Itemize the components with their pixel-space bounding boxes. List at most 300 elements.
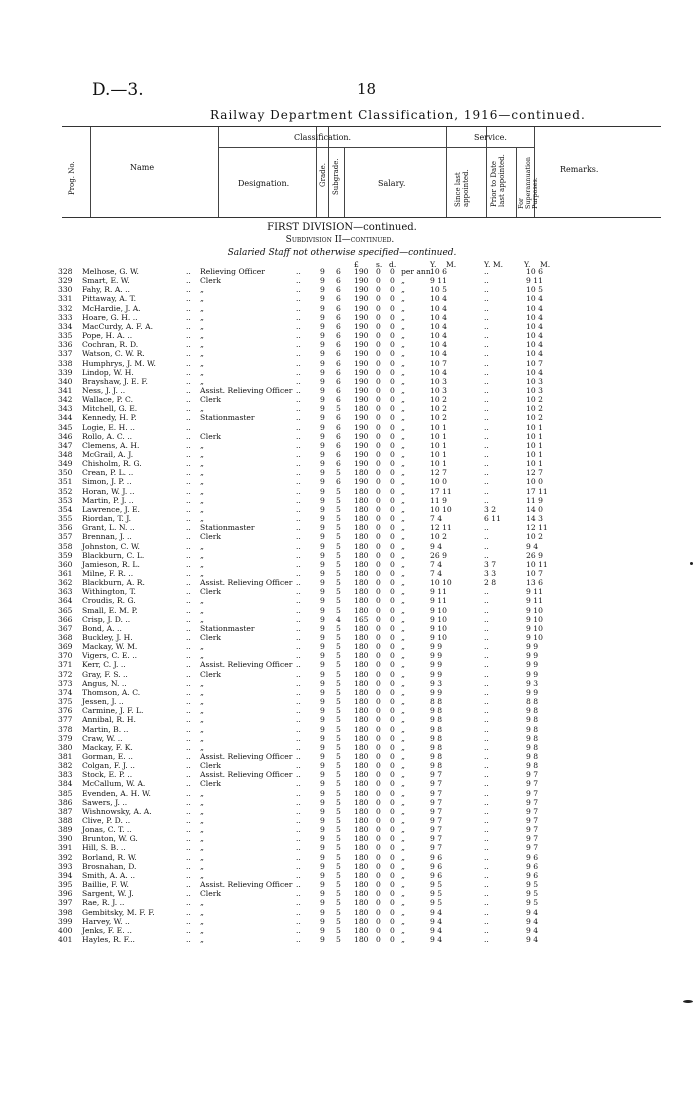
designation: Stationmaster xyxy=(200,413,255,423)
prior-service: .. xyxy=(484,340,489,350)
prog-no: 375 xyxy=(58,697,73,707)
leader-dots: .. xyxy=(186,925,191,935)
grade: 9 xyxy=(320,898,325,908)
salary-per: „ xyxy=(401,816,405,825)
salary-shillings: 0 xyxy=(376,486,381,496)
designation: „ xyxy=(200,495,204,505)
salary-shillings: 0 xyxy=(376,358,381,368)
salary-pence: 0 xyxy=(390,907,395,917)
salary-per: „ xyxy=(401,907,405,917)
leader-dots: .. xyxy=(186,706,191,716)
prior-service: .. xyxy=(484,321,489,331)
prog-no: 337 xyxy=(58,349,73,359)
leader-dots: .. xyxy=(186,806,191,816)
staff-name: Mitchell, G. E. xyxy=(82,404,138,414)
salary-pounds: 180 xyxy=(354,751,369,761)
unit-pound: £ xyxy=(354,260,359,269)
salary-shillings: 0 xyxy=(376,440,381,450)
prior-service: .. xyxy=(484,843,489,853)
salary-shillings: 0 xyxy=(376,715,381,725)
super-service: 9 10 xyxy=(526,614,543,624)
salary-per: „ xyxy=(401,660,405,670)
since-last: 7 4 xyxy=(430,514,443,524)
leader-dots: .. xyxy=(186,687,191,697)
designation: Clerk xyxy=(200,587,221,597)
grade: 9 xyxy=(320,431,325,441)
salary-per: „ xyxy=(401,431,405,441)
salary-per: „ xyxy=(401,779,405,789)
salary-pounds: 190 xyxy=(354,303,369,313)
subgrade: 6 xyxy=(336,294,341,304)
grade: 9 xyxy=(320,633,325,642)
since-last: 10 1 xyxy=(430,431,447,441)
leader-dots: .. xyxy=(186,733,191,743)
salary-pence: 0 xyxy=(390,724,395,734)
prog-no: 377 xyxy=(58,715,73,725)
staff-name: Stock, E. P. .. xyxy=(82,770,133,780)
leader-dots: .. xyxy=(296,724,301,734)
staff-name: Blackburn, A. R. xyxy=(82,578,145,588)
since-last: 10 10 xyxy=(430,578,452,588)
leader-dots: .. xyxy=(296,852,301,862)
since-last: 9 7 xyxy=(430,788,443,798)
staff-name: Martin, P. J. .. xyxy=(82,495,134,505)
designation: Clerk xyxy=(200,669,221,679)
salary-pounds: 180 xyxy=(354,825,369,835)
scan-mark xyxy=(683,1000,693,1003)
leader-dots: .. xyxy=(296,687,301,697)
grade: 9 xyxy=(320,669,325,679)
leader-dots: .. xyxy=(296,907,301,917)
grade: 9 xyxy=(320,550,325,560)
grade: 9 xyxy=(320,614,325,624)
leader-dots: .. xyxy=(186,861,191,871)
salary-pence: 0 xyxy=(390,450,395,459)
salary-pounds: 190 xyxy=(354,395,369,405)
salary-shillings: 0 xyxy=(376,697,381,707)
salary-shillings: 0 xyxy=(376,751,381,761)
leader-dots: .. xyxy=(186,889,191,899)
designation: „ xyxy=(200,788,204,798)
designation: „ xyxy=(200,934,204,944)
super-service: 10 4 xyxy=(526,321,543,331)
designation: „ xyxy=(200,806,204,816)
leader-dots: .. xyxy=(296,797,301,807)
salary-per: „ xyxy=(401,285,405,295)
subgrade: 5 xyxy=(336,587,341,597)
salary-pence: 0 xyxy=(390,678,395,688)
salary-pounds: 180 xyxy=(354,468,369,478)
leader-dots: .. xyxy=(296,514,301,524)
salary-per: „ xyxy=(401,651,405,661)
salary-shillings: 0 xyxy=(376,669,381,679)
prog-no: 329 xyxy=(58,276,73,286)
leader-dots: .. xyxy=(186,541,191,551)
prior-service: .. xyxy=(484,385,489,395)
grade: 9 xyxy=(320,925,325,935)
super-service: 14 0 xyxy=(526,504,543,514)
since-last: 9 11 xyxy=(430,587,447,597)
since-last: 26 9 xyxy=(430,550,447,560)
prog-no: 335 xyxy=(58,331,73,341)
grade: 9 xyxy=(320,568,325,578)
prog-no: 345 xyxy=(58,422,73,432)
staff-name: Gorman, E. .. xyxy=(82,751,133,761)
salary-shillings: 0 xyxy=(376,797,381,807)
leader-dots: .. xyxy=(296,340,301,350)
salary-per: per ann. xyxy=(401,267,434,276)
salary-pounds: 190 xyxy=(354,422,369,432)
staff-name: Smith, A. A. .. xyxy=(82,870,136,880)
super-service: 10 4 xyxy=(526,340,543,350)
grade: 9 xyxy=(320,770,325,780)
subgrade: 5 xyxy=(336,816,341,825)
leader-dots: .. xyxy=(296,276,301,286)
leader-dots: .. xyxy=(186,321,191,331)
leader-dots: .. xyxy=(186,331,191,341)
since-last: 9 4 xyxy=(430,925,443,935)
prog-no: 347 xyxy=(58,440,73,450)
prior-service: .. xyxy=(484,779,489,789)
leader-dots: .. xyxy=(296,367,301,377)
salary-pence: 0 xyxy=(390,651,395,661)
leader-dots: .. xyxy=(186,816,191,825)
grade: 9 xyxy=(320,934,325,944)
grade: 9 xyxy=(320,495,325,505)
prior-service: .. xyxy=(484,413,489,423)
leader-dots: .. xyxy=(186,495,191,505)
salary-pence: 0 xyxy=(390,797,395,807)
subgrade: 6 xyxy=(336,340,341,350)
super-service: 12 11 xyxy=(526,523,548,533)
grade: 9 xyxy=(320,889,325,899)
salary-pounds: 180 xyxy=(354,550,369,560)
staff-name: Fahy, R. A. .. xyxy=(82,285,130,295)
since-last: 8 8 xyxy=(430,697,443,707)
leader-dots: .. xyxy=(186,825,191,835)
designation: „ xyxy=(200,870,204,880)
salary-pounds: 180 xyxy=(354,669,369,679)
designation: „ xyxy=(200,294,204,304)
salary-pounds: 180 xyxy=(354,596,369,606)
salary-per: „ xyxy=(401,614,405,624)
grade: 9 xyxy=(320,395,325,405)
salary-pounds: 190 xyxy=(354,367,369,377)
salary-per: „ xyxy=(401,550,405,560)
salary-pounds: 180 xyxy=(354,916,369,926)
salary-pounds: 180 xyxy=(354,770,369,780)
prior-service: .. xyxy=(484,934,489,944)
staff-name: Small, E. M. P. xyxy=(82,605,138,615)
salary-pounds: 180 xyxy=(354,880,369,890)
salary-per: „ xyxy=(401,312,405,322)
salary-pence: 0 xyxy=(390,559,395,569)
salary-pounds: 180 xyxy=(354,495,369,505)
prior-service: .. xyxy=(484,596,489,606)
salary-pounds: 180 xyxy=(354,706,369,716)
table-header xyxy=(62,126,661,218)
leader-dots: .. xyxy=(296,870,301,880)
salary-pence: 0 xyxy=(390,934,395,944)
designation: Clerk xyxy=(200,431,221,441)
salary-pounds: 180 xyxy=(354,852,369,862)
subgrade: 5 xyxy=(336,870,341,880)
staff-name: Gembitsky, M. F. F. xyxy=(82,907,155,917)
prior-service: .. xyxy=(484,450,489,459)
super-service: 9 10 xyxy=(526,633,543,642)
super-service: 9 4 xyxy=(526,907,539,917)
staff-name: Smart, E. W. xyxy=(82,276,130,286)
leader-dots: .. xyxy=(296,559,301,569)
designation: „ xyxy=(200,715,204,725)
super-service: 9 8 xyxy=(526,733,539,743)
salary-pence: 0 xyxy=(390,523,395,533)
subgrade: 6 xyxy=(336,422,341,432)
salary-pounds: 180 xyxy=(354,660,369,670)
leader-dots: .. xyxy=(186,633,191,642)
subgrade: 6 xyxy=(336,450,341,459)
designation: „ xyxy=(200,541,204,551)
subgrade: 5 xyxy=(336,889,341,899)
leader-dots: .. xyxy=(296,568,301,578)
super-service: 9 10 xyxy=(526,605,543,615)
subgrade: 5 xyxy=(336,770,341,780)
designation: Clerk xyxy=(200,395,221,405)
salary-pence: 0 xyxy=(390,687,395,697)
staff-name: Borland, R. W. xyxy=(82,852,137,862)
since-last: 10 6 xyxy=(430,267,447,276)
salary-shillings: 0 xyxy=(376,880,381,890)
super-service: 10 2 xyxy=(526,413,543,423)
subgrade: 5 xyxy=(336,596,341,606)
grade: 9 xyxy=(320,651,325,661)
since-last: 9 6 xyxy=(430,861,443,871)
salary-per: „ xyxy=(401,843,405,853)
salary-per: „ xyxy=(401,797,405,807)
staff-name: Blackburn, C. L. xyxy=(82,550,145,560)
since-last: 9 7 xyxy=(430,779,443,789)
super-service: 9 5 xyxy=(526,898,539,908)
leader-dots: .. xyxy=(296,898,301,908)
salary-pence: 0 xyxy=(390,825,395,835)
salary-shillings: 0 xyxy=(376,907,381,917)
staff-name: Lindop, W. H. xyxy=(82,367,134,377)
prog-no: 343 xyxy=(58,404,73,414)
salary-per: „ xyxy=(401,276,405,286)
since-last: 10 4 xyxy=(430,340,447,350)
since-last: 10 4 xyxy=(430,312,447,322)
salary-per: „ xyxy=(401,706,405,716)
salary-per: „ xyxy=(401,486,405,496)
leader-dots: .. xyxy=(186,413,191,423)
grade: 9 xyxy=(320,605,325,615)
staff-name: Lawrence, J. E. xyxy=(82,504,140,514)
page-number: 18 xyxy=(357,80,377,98)
salary-pounds: 180 xyxy=(354,733,369,743)
designation: „ xyxy=(200,825,204,835)
staff-name: Wallace, P. C. xyxy=(82,395,133,405)
prog-no: 334 xyxy=(58,321,73,331)
designation: Assist. Relieving Officer xyxy=(200,578,293,588)
leader-dots: .. xyxy=(296,321,301,331)
super-service: 10 4 xyxy=(526,367,543,377)
leader-dots: .. xyxy=(296,440,301,450)
salary-per: „ xyxy=(401,742,405,752)
subgrade: 6 xyxy=(336,376,341,386)
since-last: 10 4 xyxy=(430,349,447,359)
leader-dots: .. xyxy=(186,587,191,597)
since-last: 10 2 xyxy=(430,395,447,405)
leader-dots: .. xyxy=(296,532,301,542)
salary-pence: 0 xyxy=(390,431,395,441)
prior-service: .. xyxy=(484,669,489,679)
designation: „ xyxy=(200,742,204,752)
staff-name: Carmine, J. F. L. xyxy=(82,706,144,716)
designation: „ xyxy=(200,678,204,688)
salary-per: „ xyxy=(401,697,405,707)
super-service: 10 1 xyxy=(526,422,543,432)
leader-dots: .. xyxy=(296,495,301,505)
subgrade: 5 xyxy=(336,559,341,569)
salary-per: „ xyxy=(401,834,405,844)
since-last: 9 5 xyxy=(430,880,443,890)
prior-service: .. xyxy=(484,733,489,743)
subgrade: 5 xyxy=(336,605,341,615)
salary-pounds: 180 xyxy=(354,907,369,917)
salary-per: „ xyxy=(401,596,405,606)
prior-service: .. xyxy=(484,642,489,652)
prog-no: 399 xyxy=(58,916,73,926)
subgrade: 6 xyxy=(336,413,341,423)
prog-no: 384 xyxy=(58,779,73,789)
col-service: Service. xyxy=(474,133,507,142)
salary-pence: 0 xyxy=(390,541,395,551)
staff-name: McCallum, W. A. xyxy=(82,779,146,789)
designation: „ xyxy=(200,459,204,469)
staff-name: Jamieson, R. L. xyxy=(82,559,140,569)
prior-service: .. xyxy=(484,633,489,642)
salary-pence: 0 xyxy=(390,385,395,395)
salary-pence: 0 xyxy=(390,486,395,496)
since-last: 9 8 xyxy=(430,742,443,752)
staff-name: Humphrys, J. M. W. xyxy=(82,358,156,368)
staff-name: Brosnahan, D. xyxy=(82,861,137,871)
staff-name: Pittaway, A. T. xyxy=(82,294,136,304)
prior-service: .. xyxy=(484,349,489,359)
leader-dots: .. xyxy=(296,925,301,935)
salary-pence: 0 xyxy=(390,312,395,322)
prior-service: .. xyxy=(484,614,489,624)
grade: 9 xyxy=(320,413,325,423)
prog-no: 340 xyxy=(58,376,73,386)
since-last: 9 9 xyxy=(430,642,443,652)
designation: „ xyxy=(200,706,204,716)
staff-name: Croudis, R. G. xyxy=(82,596,136,606)
prog-no: 380 xyxy=(58,742,73,752)
prog-no: 401 xyxy=(58,934,73,944)
unit-shillings: s. xyxy=(376,260,383,269)
designation: Clerk xyxy=(200,779,221,789)
leader-dots: .. xyxy=(296,751,301,761)
leader-dots: .. xyxy=(296,733,301,743)
salary-pounds: 180 xyxy=(354,587,369,597)
staff-name: Jessen, J. .. xyxy=(82,697,124,707)
prior-service: .. xyxy=(484,916,489,926)
since-last: 9 7 xyxy=(430,825,443,835)
prior-service: .. xyxy=(484,523,489,533)
subgrade: 5 xyxy=(336,733,341,743)
since-last: 9 9 xyxy=(430,660,443,670)
grade: 9 xyxy=(320,450,325,459)
salary-per: „ xyxy=(401,806,405,816)
leader-dots: .. xyxy=(296,376,301,386)
staff-name: Harvey, W. .. xyxy=(82,916,130,926)
grade: 9 xyxy=(320,724,325,734)
salary-pence: 0 xyxy=(390,916,395,926)
leader-dots: .. xyxy=(296,715,301,725)
since-last: 10 1 xyxy=(430,440,447,450)
salary-shillings: 0 xyxy=(376,395,381,405)
prior-service: 6 11 xyxy=(484,514,501,524)
prog-no: 374 xyxy=(58,687,73,697)
grade: 9 xyxy=(320,303,325,313)
salary-per: „ xyxy=(401,477,405,487)
staff-name: Clemens, A. H. xyxy=(82,440,140,450)
subgrade: 5 xyxy=(336,761,341,771)
prior-service: .. xyxy=(484,889,489,899)
salary-pounds: 180 xyxy=(354,934,369,944)
salary-per: „ xyxy=(401,751,405,761)
prog-no: 360 xyxy=(58,559,73,569)
leader-dots: .. xyxy=(296,422,301,432)
salary-shillings: 0 xyxy=(376,468,381,478)
staff-name: Simon, J. P. .. xyxy=(82,477,132,487)
designation: Clerk xyxy=(200,276,221,286)
salary-pounds: 190 xyxy=(354,477,369,487)
designation: „ xyxy=(200,450,204,459)
prog-no: 363 xyxy=(58,587,73,597)
prog-no: 390 xyxy=(58,834,73,844)
subgrade: 4 xyxy=(336,614,341,624)
subgrade: 5 xyxy=(336,697,341,707)
salary-per: „ xyxy=(401,678,405,688)
since-last: 7 4 xyxy=(430,568,443,578)
subgrade: 5 xyxy=(336,751,341,761)
salary-per: „ xyxy=(401,340,405,350)
staff-name: Brayshaw, J. E. F. xyxy=(82,376,148,386)
salary-pence: 0 xyxy=(390,633,395,642)
salary-pence: 0 xyxy=(390,568,395,578)
salary-shillings: 0 xyxy=(376,385,381,395)
since-last: 9 7 xyxy=(430,834,443,844)
unit-months: M. xyxy=(446,260,457,269)
leader-dots: .. xyxy=(186,450,191,459)
staff-name: Melhose, G. W. xyxy=(82,267,139,276)
super-service: 10 3 xyxy=(526,376,543,386)
staff-name: Annibal, R. H. xyxy=(82,715,136,725)
prog-no: 333 xyxy=(58,312,73,322)
salary-shillings: 0 xyxy=(376,404,381,414)
leader-dots: .. xyxy=(296,934,301,944)
salary-shillings: 0 xyxy=(376,742,381,752)
salary-pence: 0 xyxy=(390,422,395,432)
grade: 9 xyxy=(320,422,325,432)
prior-service: .. xyxy=(484,852,489,862)
salary-shillings: 0 xyxy=(376,267,381,276)
salary-pence: 0 xyxy=(390,770,395,780)
salary-shillings: 0 xyxy=(376,623,381,633)
salary-shillings: 0 xyxy=(376,321,381,331)
